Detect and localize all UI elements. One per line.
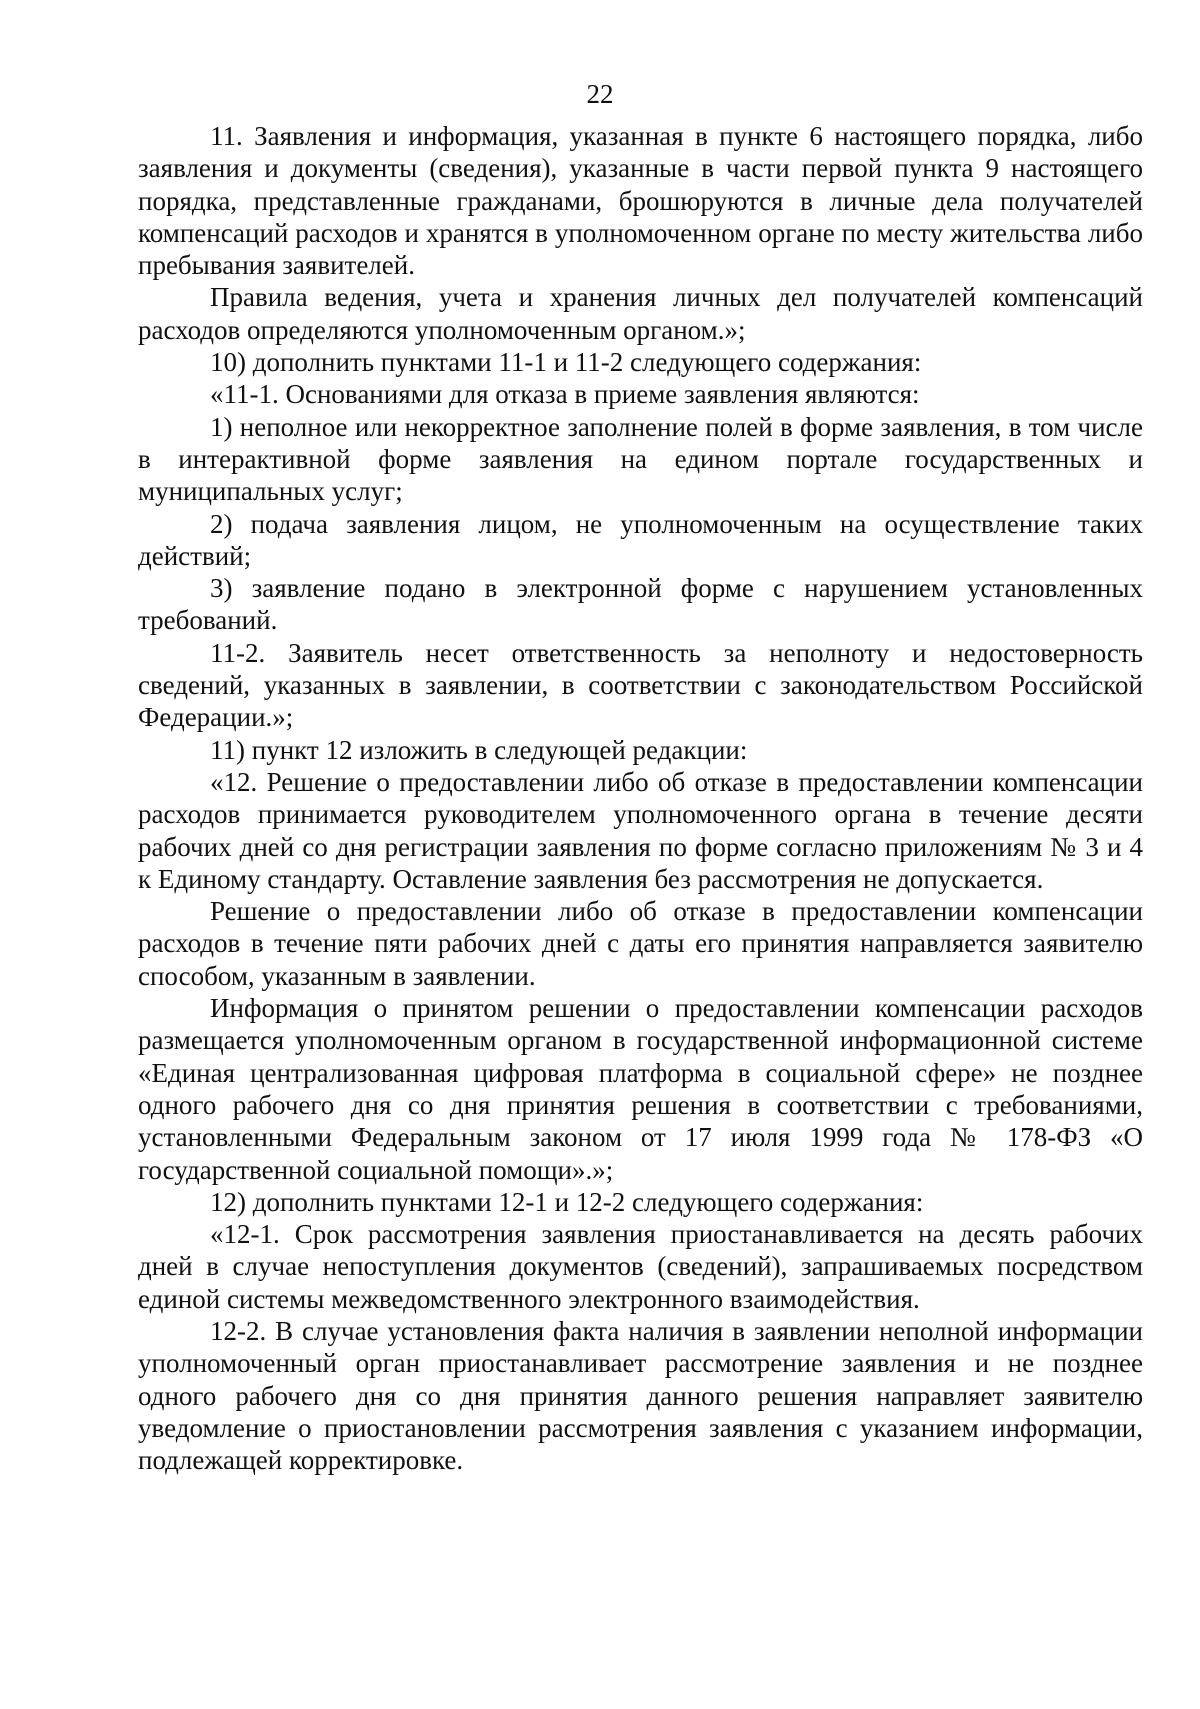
paragraph-ground-3: 3) заявление подано в электронной форме с нарушением установленных требований. (138, 573, 1143, 636)
paragraph-decision-notice: Решение о предоставлении либо об отказе в предоставлении компенсации расходов в течение пяти рабочих дней с даты его принятия направляется заявителю способом, указанным в заявлении. (138, 896, 1143, 991)
page-number: 22 (586, 79, 614, 109)
paragraph-personal-files-rules: Правила ведения, учета и хранения личных дел получателей компенсаций расходов определяются уполномоченным органом.»; (138, 282, 1143, 345)
paragraph-item-11-1: «11-1. Основаниями для отказа в приеме заявления являются: (210, 379, 920, 410)
paragraph-decision-information: Информация о принятом решении о предоставлении компенсации расходов размещается уполномоченным органом в государственной информационной системе «Единая централизованная цифровая платформа в социальной сфере» не позднее одного рабочего дня со дня принятия решения в соответствии с требованиями, установленными Федеральным законом от 17 июля 1999 года № 178-ФЗ «О государственной социальной помощи».»; (138, 993, 1143, 1185)
paragraph-item-11: 11. Заявления и информация, указанная в пункте 6 настоящего порядка, либо заявления и документы (сведения), указанные в части первой пункта 9 настоящего порядка, представленные гражданами, брошюруются в личные дела получателей компенсаций расходов и хранятся в уполномоченном органе по месту жительства либо пребывания заявителей. (138, 121, 1143, 281)
paragraph-ground-2: 2) подача заявления лицом, не уполномоченным на осуществление таких действий; (138, 508, 1143, 571)
paragraph-item-12-2: 12-2. В случае установления факта наличия в заявлении неполной информации уполномоченный орган приостанавливает рассмотрение заявления и не позднее одного рабочего дня со дня принятия данного решения направляет заявителю уведомление о приостановлении рассмотрения заявления с указанием информации, подлежащей корректировке. (138, 1315, 1143, 1476)
paragraph-item-11-2: 11-2. Заявитель несет ответственность за неполноту и недостоверность сведений, указанных в заявлении, в соответствии с законодательством Российской Федерации.»; (138, 637, 1143, 733)
document-body (138, 120, 1143, 1476)
paragraph-item-12: «12. Решение о предоставлении либо об отказе в предоставлении компенсации расходов принимается руководителем уполномоченного органа в течение десяти рабочих дней со дня регистрации заявления по форме согласно приложениям № 3 и 4 к Единому стандарту. Оставление заявления без рассмотрения не допускается. (138, 766, 1143, 894)
paragraph-item-12-1: «12-1. Срок рассмотрения заявления приостанавливается на десять рабочих дней в случае непоступления документов (сведений), запрашиваемых посредством единой системы межведомственного электронного взаимодействия. (138, 1219, 1143, 1314)
paragraph-ground-1: 1) неполное или некорректное заполнение полей в форме заявления, в том числе в интерактивной форме заявления на едином портале государственных и муниципальных услуг; (138, 411, 1143, 507)
paragraph-amendment-12: 12) дополнить пунктами 12-1 и 12-2 следующего содержания: (210, 1186, 924, 1217)
paragraph-amendment-11: 11) пункт 12 изложить в следующей редакции: (210, 734, 748, 765)
paragraph-amendment-10: 10) дополнить пунктами 11-1 и 11-2 следующего содержания: (210, 347, 922, 378)
